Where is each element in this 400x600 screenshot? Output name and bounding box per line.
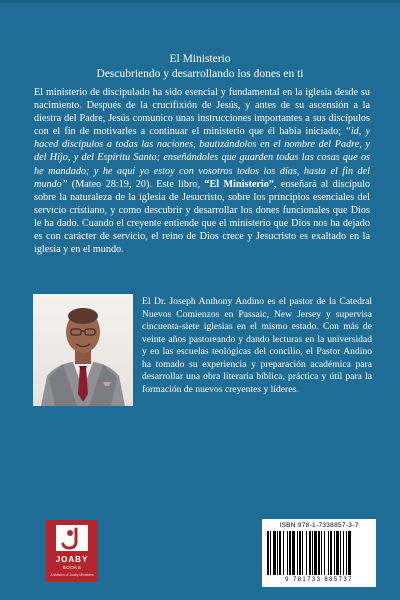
cover-title	[0, 52, 400, 82]
isbn-text: ISBN 978-1-7338857-3-7	[279, 522, 359, 529]
publisher-sub: BOOKS	[62, 565, 82, 570]
scripture-reference: (Mateo 28:19, 20). Este libro,	[67, 178, 205, 190]
book-title: El Ministerio	[169, 53, 231, 65]
barcode-bars-icon	[267, 531, 371, 577]
description-intro: El ministerio de discipulado ha sido esencial y fundamental en la iglesia desde su nacimiento. Después de la crucifixión de Jesús, y antes de su ascensión a la diestra del Padre, Jesús comunico unas instrucciones importantes a sus discípulos con el fin de motivarles a continuar el ministerio que él había iniciado;	[34, 87, 370, 138]
book-subtitle: Descubriendo y desarrollando los dones en ti	[96, 68, 304, 80]
scripture-quote: “id, y haced discípulos a todas las naciones, bautizándolos en el nombre del Padre, y del Hijo, y del Espíritu Santo; enseñándoles que guarden todas las cosas que os he mandado; y he aquí yo estoy con vosotros todos los días, hasta el fin del mundo”	[34, 126, 370, 190]
author-photo	[33, 294, 133, 406]
top-edge	[0, 0, 400, 3]
description-rest: , enseñará al discípulo sobre la naturaleza de la iglesia de Jesucristo, sobre los principios esenciales del servicio cristiano, y como descubrir y desarrollar los dones funcionales que Dios le ha dado. Cuando el creyente entiende que el ministerio que Dios nos ha dejado es con carácter de servicio, el reino de Dios crece y Jesucristo es exaltado en la iglesia y en el mundo.	[34, 178, 370, 256]
book-title-inline: “El Ministerio”	[204, 178, 274, 190]
publisher-name: JOABY	[55, 555, 89, 564]
publisher-logo	[46, 520, 98, 582]
publisher-mark-icon	[56, 525, 88, 551]
description-paragraph	[34, 86, 370, 256]
barcode-number: 9 781733 885737	[285, 577, 353, 583]
isbn-barcode	[262, 519, 376, 587]
author-bio: El Dr. Joseph Anthony Andino es el pastor de la Catedral Nuevos Comienzos en Passaic, New Jersey y supervisa cincuenta-siete iglesias en el mismo estado. Con más de veinte años pastoreando y dando lecturas en la universidad y en las escuelas teológicas del concilio, el Pastor Andino ha tomado su experiencia y preparación académica para desarrollar una obra literaria bíblica, práctica y útil para la formación de nuevos creyentes y líderes.	[142, 296, 372, 395]
publisher-tagline: A division of Joaby Ministries	[50, 573, 94, 577]
